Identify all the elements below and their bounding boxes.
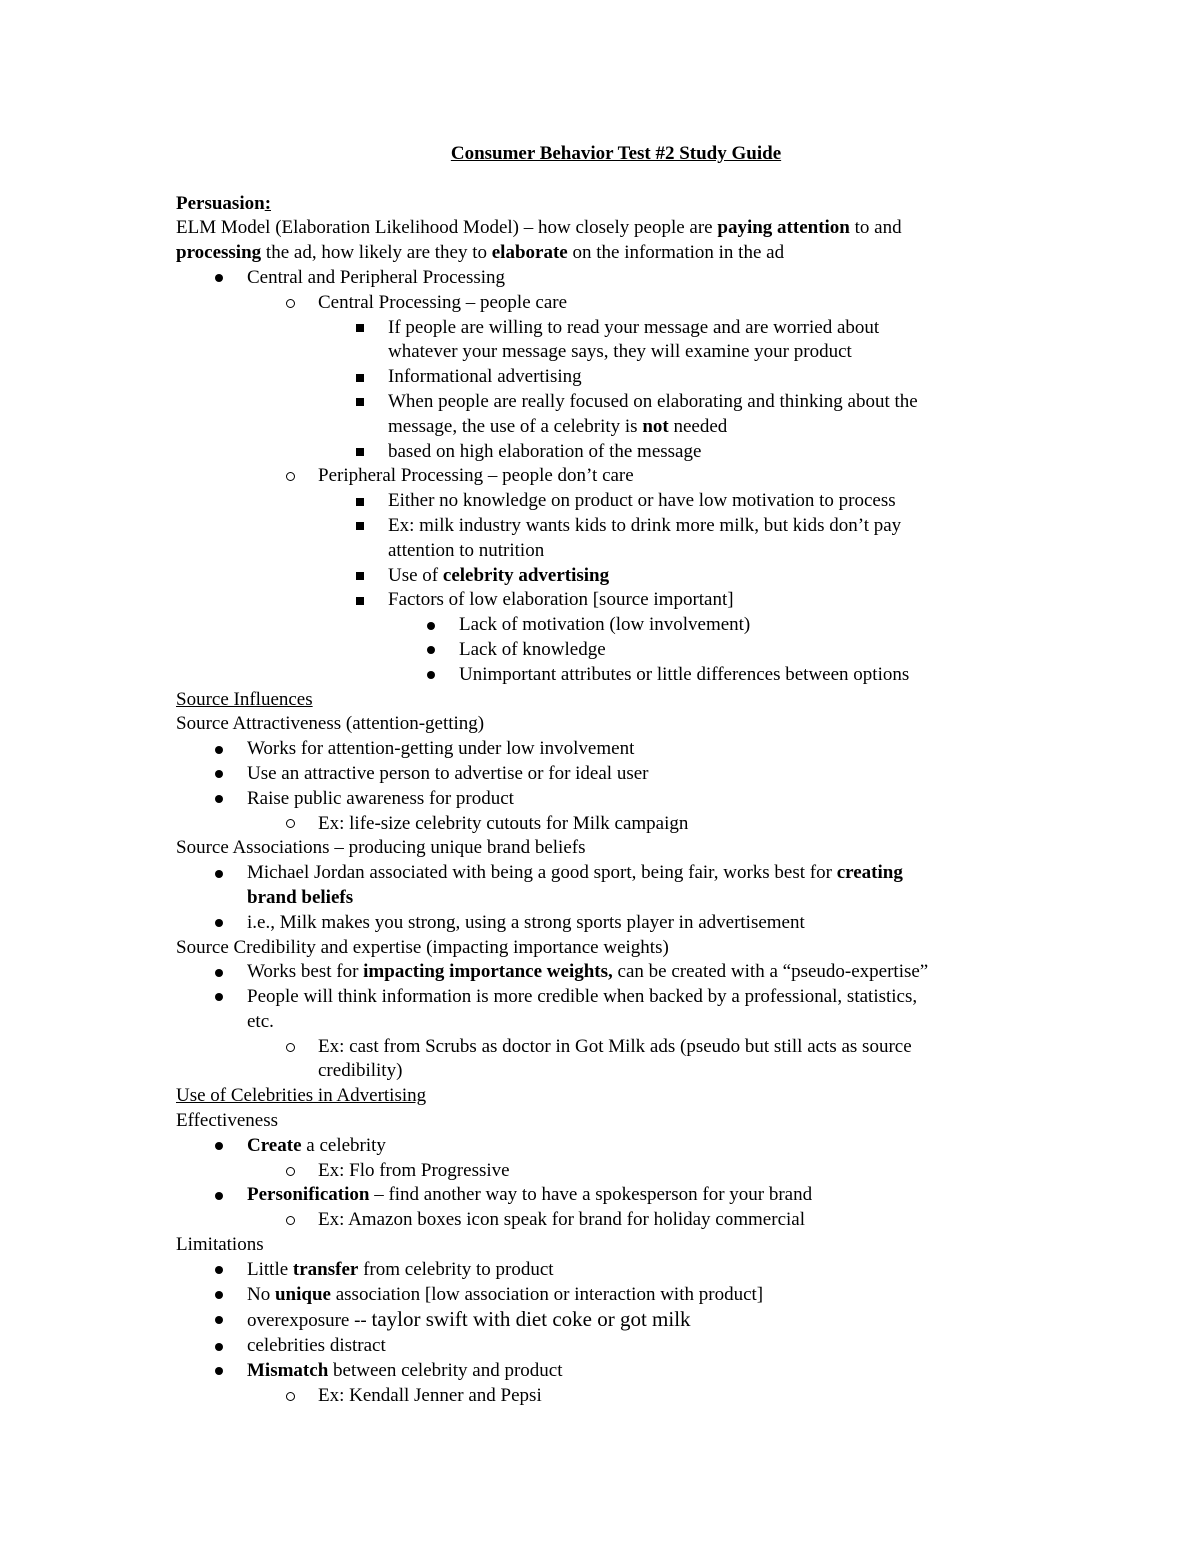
outline-text: – find another way to have a spokesperson for your brand [369, 1184, 813, 1206]
outline-line [176, 1283, 1056, 1308]
outline-line [176, 1109, 1056, 1134]
outline-text: on the information in the ad [567, 242, 785, 264]
bullet-dot-icon [209, 960, 229, 985]
bullet-circle-icon [280, 1035, 300, 1060]
bullet-circle-icon [280, 291, 300, 316]
outline-line [176, 489, 1056, 514]
outline-text: If people are willing to read your message and are worried about [388, 316, 880, 338]
outline-text: celebrity advertising [442, 564, 610, 586]
outline-line [176, 192, 1056, 217]
outline-text: Works for attention-getting under low involvement [247, 738, 635, 760]
outline-line [176, 861, 1056, 886]
document-title: Consumer Behavior Test #2 Study Guide [450, 143, 782, 164]
outline-text: : [264, 192, 272, 214]
outline-line [176, 712, 1056, 737]
bullet-dot-icon [209, 911, 229, 936]
outline-text: celebrities distract [247, 1335, 386, 1357]
outline-line [176, 936, 1056, 961]
outline-text: Informational advertising [388, 366, 582, 388]
outline-text: Factors of low elaboration [source important] [388, 589, 734, 611]
outline-line [176, 340, 1056, 365]
bullet-dot-icon [209, 787, 229, 812]
outline-line [176, 1334, 1056, 1359]
outline-text: Michael Jordan associated with being a good sport, being fair, works best for [247, 862, 837, 884]
outline-text: the ad, how likely are they to [261, 242, 492, 264]
outline-text: Use of [388, 564, 443, 586]
outline-line [176, 787, 1056, 812]
outline-line [176, 1084, 1056, 1109]
outline-text: Mismatch [247, 1360, 329, 1382]
bullet-square-icon [350, 440, 370, 465]
outline-line [176, 440, 1056, 465]
outline-line [176, 985, 1056, 1010]
outline-line [176, 216, 1056, 241]
outline-line [176, 1384, 1056, 1409]
outline-text: etc. [247, 1010, 274, 1032]
outline-text: overexposure -- [247, 1310, 372, 1332]
outline-line [176, 241, 1056, 266]
bullet-dot-icon [209, 1258, 229, 1283]
outline-line [176, 588, 1056, 613]
outline-text: Central Processing – people care [318, 291, 568, 313]
outline-text: not [642, 415, 669, 437]
document-body [176, 142, 1056, 1409]
outline-text: Effectiveness [176, 1110, 278, 1132]
outline-line [176, 464, 1056, 489]
outline-line [176, 1035, 1056, 1060]
outline-text: taylor swift with diet coke or got milk [371, 1307, 691, 1332]
outline-text: Unimportant attributes or little differences between options [459, 663, 910, 685]
outline-line [176, 514, 1056, 539]
outline-text: association [low association or interaction with product] [330, 1283, 764, 1305]
outline-line [176, 415, 1056, 440]
outline-line [176, 911, 1056, 936]
outline-text: Either no knowledge on product or have low motivation to process [388, 490, 896, 512]
outline-line [176, 266, 1056, 291]
outline-text: transfer [292, 1258, 359, 1280]
bullet-dot-icon [421, 613, 441, 638]
outline-text: creating [836, 862, 903, 884]
bullet-circle-icon [280, 812, 300, 837]
outline-text: ELM Model (Elaboration Likelihood Model) – how closely people are [176, 217, 718, 239]
outline-line [176, 638, 1056, 663]
outline-line [176, 663, 1056, 688]
outline-text: People will think information is more credible when backed by a professional, statistics, [247, 986, 918, 1008]
outline-line [176, 1307, 1056, 1334]
bullet-dot-icon [209, 762, 229, 787]
outline-text: Limitations [176, 1234, 264, 1256]
outline-line [176, 539, 1056, 564]
outline-line [176, 1159, 1056, 1184]
bullet-dot-icon [209, 266, 229, 291]
bullet-circle-icon [280, 1384, 300, 1409]
outline-text: needed [668, 415, 728, 437]
outline-text: unique [274, 1283, 331, 1305]
outline-line [176, 737, 1056, 762]
outline-line [176, 1134, 1056, 1159]
bullet-dot-icon [209, 985, 229, 1010]
outline-line [176, 390, 1056, 415]
outline-text: to and [849, 217, 902, 239]
bullet-square-icon [350, 564, 370, 589]
outline-text: Create [247, 1134, 302, 1156]
outline-text: can be created with a “pseudo-expertise” [612, 961, 929, 983]
bullet-circle-icon [280, 1159, 300, 1184]
bullet-dot-icon [209, 1359, 229, 1384]
outline-text: Lack of motivation (low involvement) [459, 614, 751, 636]
outline-text: based on high elaboration of the message [388, 440, 702, 462]
outline-text: whatever your message says, they will examine your product [388, 341, 852, 363]
outline-line [176, 316, 1056, 341]
outline-text: a celebrity [301, 1134, 386, 1156]
outline-text: Works best for [247, 961, 364, 983]
bullet-circle-icon [280, 464, 300, 489]
outline-line [176, 1059, 1056, 1084]
outline-text: Persuasion [176, 192, 265, 214]
bullet-square-icon [350, 316, 370, 341]
bullet-dot-icon [421, 663, 441, 688]
outline-text: brand beliefs [247, 886, 354, 908]
outline-text: Source Influences [176, 688, 313, 710]
outline-text: Raise public awareness for product [247, 787, 514, 809]
outline-text: Use an attractive person to advertise or for ideal user [247, 762, 649, 784]
outline-text: processing [176, 242, 262, 264]
outline-text: Peripheral Processing – people don’t care [318, 465, 634, 487]
outline-line [176, 1258, 1056, 1283]
outline-line [176, 762, 1056, 787]
outline-text: Source Associations – producing unique brand beliefs [176, 837, 586, 859]
bullet-square-icon [350, 390, 370, 415]
outline-line [176, 1183, 1056, 1208]
outline-line [176, 291, 1056, 316]
outline-line [176, 688, 1056, 713]
outline-line [176, 1359, 1056, 1384]
outline-text: When people are really focused on elaborating and thinking about the [388, 390, 918, 412]
outline-line [176, 613, 1056, 638]
outline-line [176, 960, 1056, 985]
outline-line [176, 812, 1056, 837]
outline-text: between celebrity and product [328, 1360, 563, 1382]
outline-line [176, 1233, 1056, 1258]
outline-line [176, 1010, 1056, 1035]
outline-text: Source Credibility and expertise (impacting importance weights) [176, 936, 669, 958]
outline-text: Ex: life-size celebrity cutouts for Milk campaign [318, 812, 689, 834]
bullet-circle-icon [280, 1208, 300, 1233]
outline-text: Little [247, 1258, 293, 1280]
bullet-square-icon [350, 588, 370, 613]
outline-text: paying attention [717, 217, 850, 239]
outline-text: impacting importance weights, [363, 961, 613, 983]
outline-line [176, 564, 1056, 589]
bullet-dot-icon [421, 638, 441, 663]
bullet-square-icon [350, 514, 370, 539]
outline-text: Ex: Flo from Progressive [318, 1159, 510, 1181]
outline-text: No [247, 1283, 275, 1305]
outline-text: attention to nutrition [388, 539, 545, 561]
bullet-dot-icon [209, 861, 229, 886]
bullet-dot-icon [209, 737, 229, 762]
outline-text: Ex: cast from Scrubs as doctor in Got Milk ads (pseudo but still acts as source [318, 1035, 912, 1057]
outline-text: credibility) [318, 1060, 403, 1082]
outline-line [176, 836, 1056, 861]
outline-line [176, 365, 1056, 390]
bullet-dot-icon [209, 1334, 229, 1359]
outline-text: message, the use of a celebrity is [388, 415, 643, 437]
outline-text: Central and Peripheral Processing [247, 266, 506, 288]
bullet-square-icon [350, 365, 370, 390]
outline-text: Ex: Amazon boxes icon speak for brand for holiday commercial [318, 1209, 805, 1231]
outline-text: Lack of knowledge [459, 638, 606, 660]
outline-text: Use of Celebrities in Advertising [176, 1085, 427, 1107]
outline-text: Source Attractiveness (attention-getting) [176, 713, 485, 735]
outline-list [176, 192, 1056, 1409]
outline-text: from celebrity to product [358, 1258, 554, 1280]
bullet-dot-icon [209, 1183, 229, 1208]
outline-text: i.e., Milk makes you strong, using a strong sports player in advertisement [247, 911, 805, 933]
bullet-dot-icon [209, 1283, 229, 1308]
bullet-dot-icon [209, 1307, 229, 1332]
outline-text: Ex: milk industry wants kids to drink more milk, but kids don’t pay [388, 514, 902, 536]
outline-line [176, 886, 1056, 911]
outline-line [176, 1208, 1056, 1233]
outline-text: Ex: Kendall Jenner and Pepsi [318, 1384, 542, 1406]
outline-text: Personification [247, 1184, 370, 1206]
bullet-dot-icon [209, 1134, 229, 1159]
bullet-square-icon [350, 489, 370, 514]
outline-text: elaborate [491, 242, 568, 264]
